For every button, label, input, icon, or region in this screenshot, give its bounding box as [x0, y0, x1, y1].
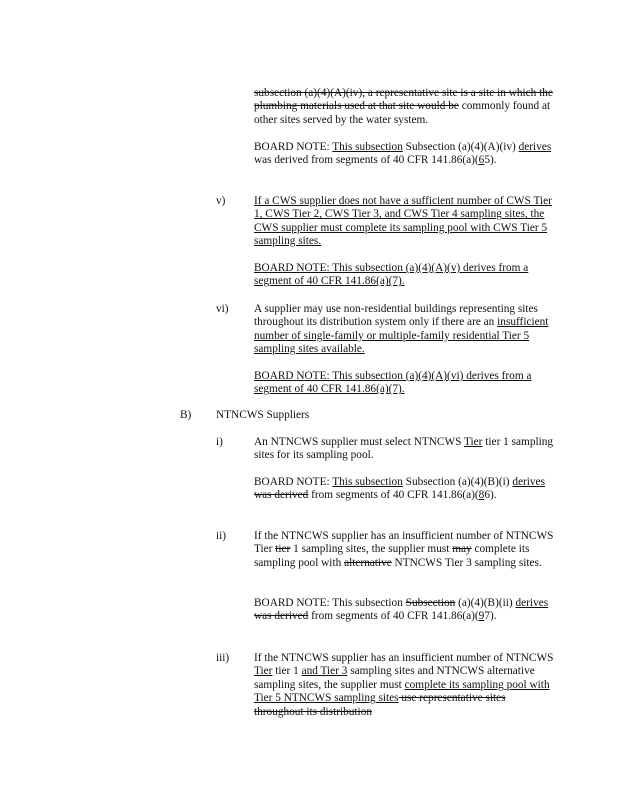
text-segment: BOARD NOTE: This subsection: [254, 597, 406, 609]
list-item-paragraph: [254, 436, 554, 463]
inserted-text: This subsection: [332, 476, 403, 488]
text-segment: sampling sites and NTNCWS alternative sampling sites, the supplier must: [254, 665, 535, 691]
inserted-text: and Tier 3: [301, 665, 348, 678]
inserted-text: derives: [518, 141, 552, 153]
text-segment: If the NTNCWS supplier has an insufficient number of NTNCWS Tier: [254, 530, 554, 556]
inserted-text: Tier: [464, 436, 483, 448]
deleted-text: Subsection: [405, 597, 456, 609]
text-segment: 5).: [484, 154, 497, 167]
list-marker: i): [216, 436, 223, 448]
deleted-text: alternative: [344, 556, 392, 569]
text-segment: from segments of 40 CFR 141.86(a)(: [308, 610, 479, 623]
text-segment: 1 sampling sites, the supplier must: [290, 543, 453, 556]
text-segment: Subsection (a)(4)(A)(iv): [402, 141, 519, 153]
text-segment: BOARD NOTE:: [254, 141, 333, 153]
inserted-text: 6: [478, 154, 485, 167]
inserted-text: 8: [478, 489, 485, 502]
deleted-text: subsection (a)(4)(A)(iv), a representative site is a site in which the plumbing materials used at that site would be: [254, 87, 553, 113]
inserted-text: derives: [515, 597, 549, 609]
inserted-text: BOARD NOTE: This subsection (a)(4)(A)(v) derives from a segment of 40 CFR 141.86(a)(7).: [254, 262, 529, 288]
list-item-paragraph: [254, 195, 554, 249]
inserted-text: This subsection: [332, 141, 403, 153]
text-segment: tier 1 sampling sites for its sampling pool.: [254, 436, 554, 462]
list-item-paragraph: [254, 530, 554, 570]
list-item-paragraph: [216, 409, 516, 422]
list-marker: vi): [216, 303, 229, 315]
text-segment: 6).: [484, 489, 497, 502]
text-segment: If the NTNCWS supplier has an insufficient number of NTNCWS: [254, 652, 554, 664]
text-segment: from segments of 40 CFR 141.86(a)(: [308, 489, 479, 502]
list-marker: iii): [216, 652, 230, 664]
paragraph: [254, 262, 554, 289]
text-segment: An NTNCWS supplier must select NTNCWS: [254, 436, 465, 448]
deleted-text: was derived: [254, 489, 309, 502]
list-marker: v): [216, 195, 226, 207]
text-segment: NTNCWS Suppliers: [216, 409, 310, 421]
inserted-text: derives: [512, 476, 545, 488]
paragraph: [254, 597, 554, 624]
inserted-text: BOARD NOTE: This subsection (a)(4)(A)(vi) derives from a segment of 40 CFR 141.86(a)(7).: [254, 370, 532, 396]
list-item-paragraph: [254, 652, 554, 719]
text-segment: commonly found at other sites served by the water system.: [254, 100, 551, 126]
deleted-text: was derived: [254, 610, 309, 623]
deleted-text: tier: [275, 543, 291, 556]
paragraph: [254, 141, 554, 168]
inserted-text: insufficient number of single-family or multiple-family residential Tier 5 sampling sites available.: [254, 316, 549, 356]
text-segment: NTNCWS Tier 3 sampling sites.: [391, 556, 542, 569]
text-segment: 7).: [484, 610, 497, 623]
text-segment: complete its sampling pool with: [254, 543, 530, 569]
paragraph: [254, 476, 554, 503]
text-segment: A supplier may use non-residential buildings representing sites throughout its distribution system only if there are an: [254, 303, 538, 329]
text-segment: Subsection (a)(4)(B)(i): [402, 476, 513, 488]
list-marker: B): [180, 409, 192, 421]
paragraph: [254, 87, 554, 127]
text-segment: was derived from segments of 40 CFR 141.86(a)(: [254, 154, 479, 167]
text-segment: (a)(4)(B)(ii): [455, 597, 516, 609]
text-segment: tier 1: [272, 665, 302, 678]
list-item-paragraph: [254, 303, 554, 357]
paragraph: [254, 370, 554, 397]
inserted-text: Tier: [254, 665, 273, 678]
deleted-text: use representative sites throughout its distribution: [254, 692, 506, 718]
inserted-text: complete its sampling pool with Tier 5 NTNCWS sampling sites: [254, 678, 550, 705]
text-segment: BOARD NOTE:: [254, 476, 333, 488]
inserted-text: If a CWS supplier does not have a sufficient number of CWS Tier 1, CWS Tier 2, CWS Tier 3, and CWS Tier 4 sampling sites, the CWS supplier must complete its sampling pool with CWS Tier 5 sampling sites.: [254, 195, 552, 248]
inserted-text: 9: [478, 610, 485, 623]
list-marker: ii): [216, 530, 227, 542]
deleted-text: may: [452, 543, 472, 556]
